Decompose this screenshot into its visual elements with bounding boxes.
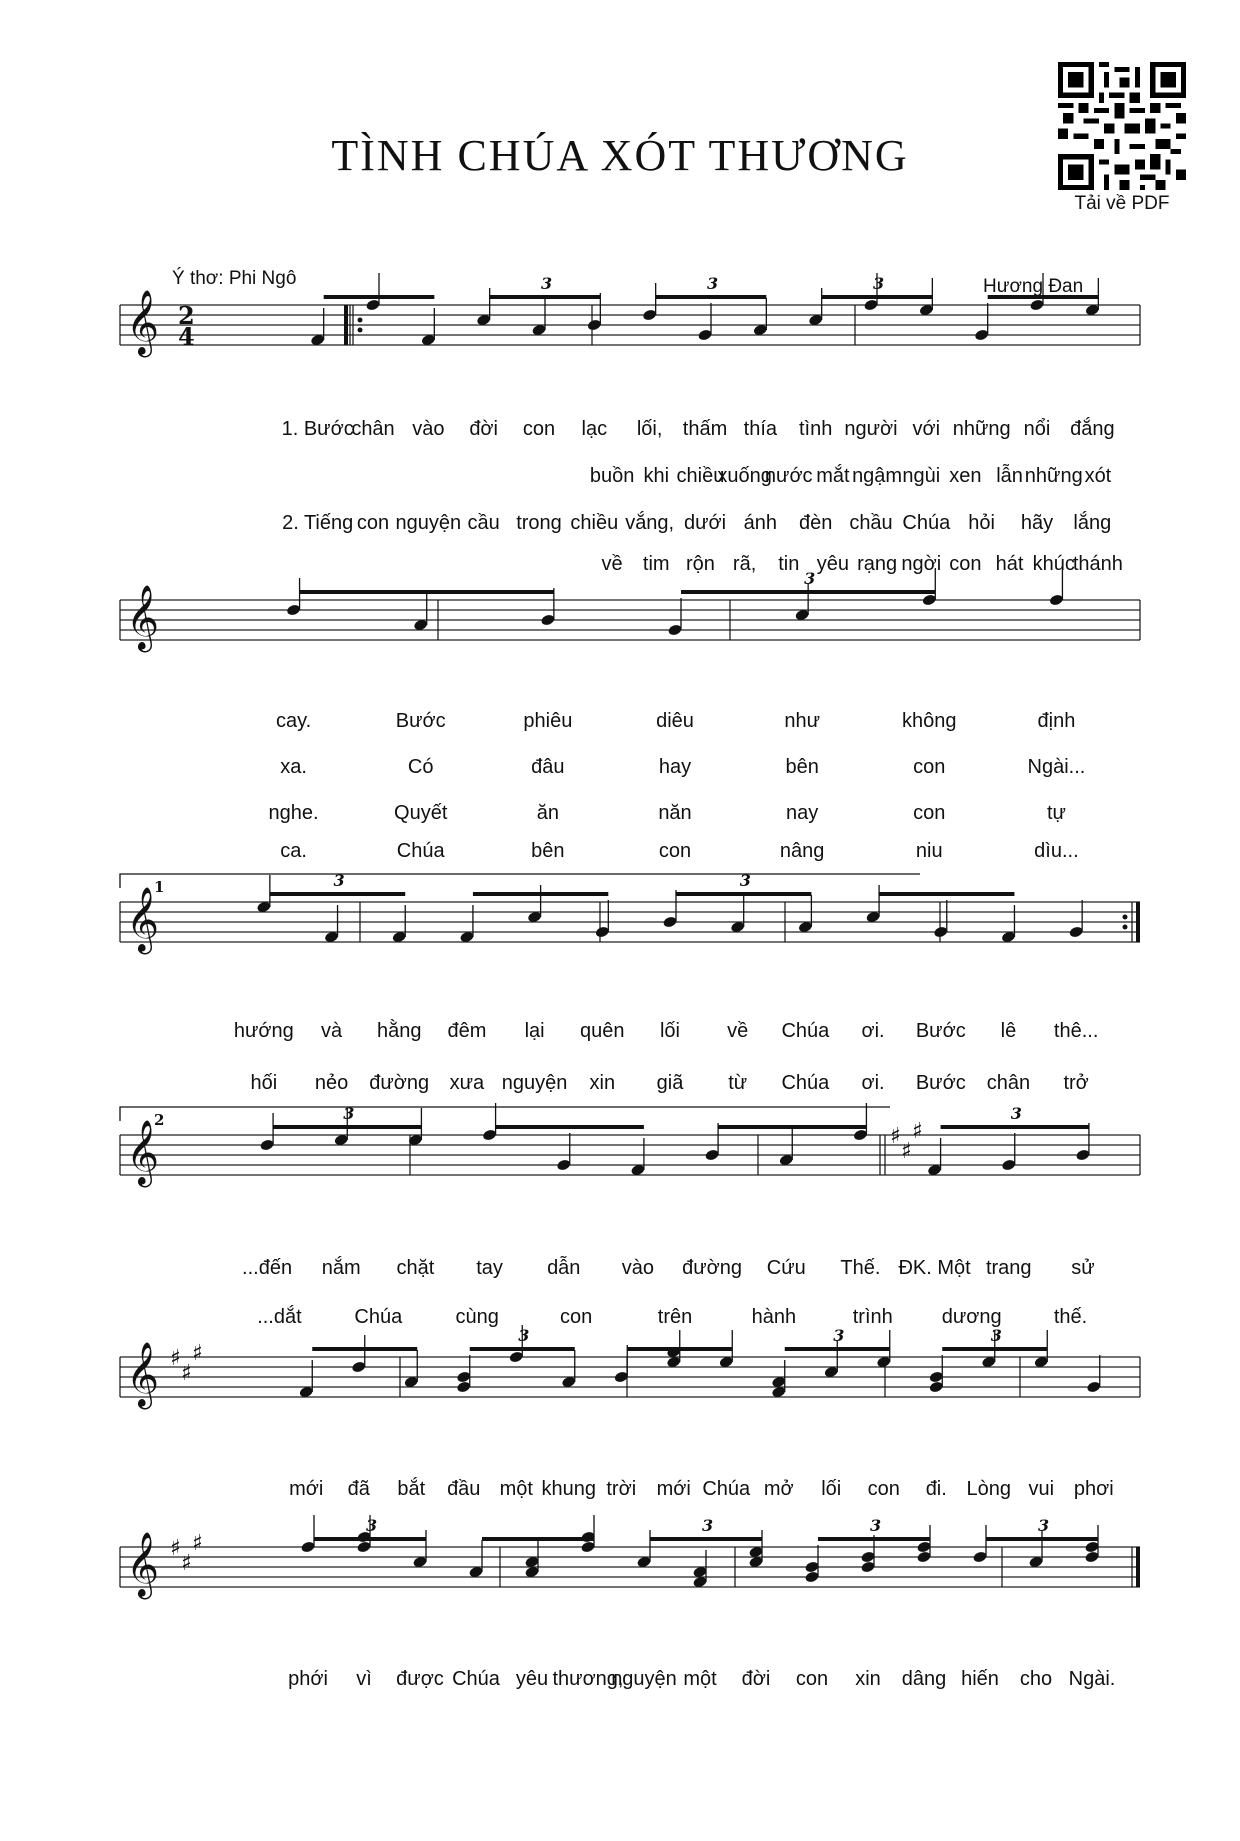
lyric-line [120,1072,1140,1098]
lyric-syllable: lắng [1073,512,1112,534]
note [456,1355,471,1394]
note [286,578,301,617]
staff-system [120,862,1140,1002]
lyric-syllable: hối [250,1072,278,1094]
note [614,1345,629,1384]
lyric-syllable: xót [1084,465,1112,487]
note [310,308,325,347]
note [412,1530,427,1569]
lyric-syllable: trình [852,1306,893,1328]
note [972,1525,987,1564]
lyric-syllable: chầu [849,512,893,534]
triplet-mark: 3 [518,1326,530,1345]
lyric-syllable: thánh [1072,553,1123,575]
lyric-syllable: Ngài... [1027,756,1086,778]
note [365,273,380,312]
lyric-syllable: ăn [536,802,559,824]
lyric-syllable: Bước [395,710,446,732]
key-sharp-icon: ♯ [181,1361,192,1386]
lyric-syllable: dương [941,1306,1002,1328]
lyric-syllable: đầu [447,1478,481,1500]
note [642,283,657,322]
lyric-syllable: chân [986,1072,1031,1094]
lyric-syllable: tim [642,553,670,575]
lyric-syllable: hay [658,756,692,778]
lyric-line [120,1478,1140,1504]
note [933,900,948,939]
lyric-syllable: từ [728,1072,748,1094]
lyric-syllable: như [784,710,820,732]
lyric-syllable: bên [531,840,565,862]
lyric-syllable: đã [347,1478,370,1500]
lyric-syllable: nổi [1023,418,1051,440]
qr-code-icon[interactable] [1058,62,1186,190]
note [692,1550,707,1589]
lyric-syllable: rã, [732,553,757,575]
lyric-syllable: Chúa [702,1478,751,1500]
lyric-syllable: đắng [1070,418,1115,440]
note [798,895,813,934]
volta-bracket [120,1107,890,1121]
lyric-syllable: thấm [682,418,728,440]
lyric-line [120,553,1140,579]
lyric-syllable: con [867,1478,900,1500]
treble-clef-icon: 𝄞 [126,585,160,650]
lyric-syllable: cho [1019,1668,1053,1690]
lyric-syllable: năn [658,802,692,824]
lyric-syllable: Chúa [354,1306,403,1328]
triplet-mark: 3 [804,569,816,588]
lyric-syllable: nước [764,465,813,487]
note [580,1515,595,1554]
lyric-syllable: dâng [901,1668,947,1690]
lyric-syllable: bắt [397,1478,426,1500]
lyric-syllable: nguyện [395,512,462,534]
lyric-syllable: Thế. [840,1257,881,1279]
lyric-syllable: ngời [901,553,942,575]
lyric-syllable: Cứu [766,1257,806,1279]
treble-clef-icon: 𝄞 [126,1532,160,1597]
lyric-syllable: xưa [449,1072,485,1094]
lyric-syllable: ngậm [852,465,903,487]
song-title: TÌNH CHÚA XÓT THƯƠNG [331,131,909,180]
note [324,905,339,944]
note [636,1530,651,1569]
lyric-syllable: con [795,1668,829,1690]
triplet-mark: 3 [739,871,751,890]
staff-system [120,1317,1140,1457]
lyric-syllable: nghe. [268,802,319,824]
lyric-syllable: khi [643,465,670,487]
note [853,1103,868,1142]
note [413,593,428,632]
lyric-line [120,756,1140,782]
triplet-mark: 3 [1010,1104,1022,1123]
lyric-syllable: 2. Tiếng [282,512,354,534]
note [1086,1355,1101,1394]
lyric-syllable: tình [798,418,833,440]
key-change-sharp-icon: ♯ [890,1124,901,1149]
lyric-syllable: trong [516,512,562,534]
lyric-syllable: lẫn [996,465,1023,487]
volta-number: 1 [154,878,165,896]
lyric-syllable: phiêu [523,710,573,732]
lyric-syllable: hãy [1020,512,1054,534]
lyric-syllable: vắng, [625,512,675,534]
triplet-mark: 3 [343,1104,355,1123]
lyric-syllable: quên [580,1020,625,1042]
note [556,1133,571,1172]
lyric-syllable: sử [1071,1257,1095,1279]
lyric-syllable: ĐK. Một [898,1257,971,1279]
lyric-syllable: yêu [816,553,850,575]
lyric-syllable: ...đến [242,1257,293,1279]
lyric-syllable: Chúa [396,840,445,862]
lyric-syllable: nẻo [314,1072,349,1094]
lyric-syllable: hằng [376,1020,422,1042]
note [351,1335,366,1374]
note [916,1525,931,1564]
lyric-syllable: nâng [779,840,825,862]
treble-clef-icon: 𝄞 [126,290,160,355]
lyric-syllable: dẫn [547,1257,581,1279]
note [697,303,712,342]
lyric-syllable: nguyện [611,1668,677,1690]
lyric-syllable: con [913,756,946,778]
lyric-syllable: con [949,553,982,575]
note [794,583,809,622]
lyric-syllable: đêm [447,1020,487,1042]
lyric-syllable: Chúa [781,1020,830,1042]
download-pdf-link[interactable]: Tải về PDF [1074,193,1170,214]
note [771,1360,786,1399]
lyric-syllable: con [913,802,946,824]
staff-system [120,1095,1140,1235]
lyric-syllable: bên [785,756,819,778]
lyric-syllable: Chúa [781,1072,830,1094]
lyric-syllable: trang [985,1257,1032,1279]
lyric-syllable: Lòng [966,1478,1011,1500]
note [1001,905,1016,944]
triplet-mark: 3 [702,1516,714,1535]
lyric-syllable: cay. [275,710,312,732]
lyric-syllable: ca. [280,840,307,862]
note [421,308,436,347]
lyric-line [120,802,1140,828]
lyric-syllable: đường [682,1257,743,1279]
lyric-syllable: cùng [455,1306,499,1328]
lyric-syllable: ơi. [861,1072,885,1094]
note [748,1530,763,1569]
lyric-syllable: Bước [915,1072,966,1094]
staff [120,265,1140,405]
lyric-syllable: vào [621,1257,655,1279]
note [392,905,407,944]
note [404,1350,419,1389]
lyric-syllable: trời [606,1478,637,1500]
triplet-mark: 3 [1038,1516,1050,1535]
time-signature-bottom: 4 [178,322,195,351]
lyricist-credit: Ý thơ: Phi Ngô [172,268,297,289]
lyric-syllable: chiều [570,512,619,534]
lyric-syllable: lối, [636,418,663,440]
lyric-syllable: xin [855,1668,881,1690]
treble-clef-icon: 𝄞 [126,1342,160,1407]
lyric-syllable: mắt [816,465,850,487]
lyric-syllable: thê... [1053,1020,1099,1042]
lyric-syllable: nguyện [501,1072,568,1094]
lyric-syllable: về [601,553,623,575]
lyric-syllable: tin [778,553,800,575]
lyric-syllable: đời [469,418,498,440]
lyric-syllable: lê [1000,1020,1017,1042]
note [482,1103,497,1142]
lyric-syllable: khung [541,1478,596,1500]
note [730,895,745,934]
lyric-syllable: thía [743,418,778,440]
key-sharp-icon: ♯ [192,1531,203,1556]
staff-system [120,1507,1140,1647]
lyric-syllable: chiều [676,465,725,487]
composer-credit: Hương Đan [983,276,1084,297]
lyric-syllable: xin [589,1072,616,1094]
note [476,288,491,327]
staff-system [120,560,1140,700]
key-sharp-icon: ♯ [181,1551,192,1576]
triplet-mark: 3 [366,1516,378,1535]
key-sharp-icon: ♯ [170,1346,181,1371]
triplet-mark: 3 [870,1516,882,1535]
note [561,1350,576,1389]
note [531,298,546,337]
lyric-syllable: rộn [685,553,715,575]
lyric-syllable: hiến [961,1668,999,1690]
lyric-syllable: nắm [321,1257,361,1279]
key-change-sharp-icon: ♯ [912,1119,923,1144]
lyric-syllable: niu [915,840,943,862]
lyric-syllable: lối [659,1020,681,1042]
lyric-syllable: những [1024,465,1083,487]
lyric-syllable: mở [763,1478,794,1500]
lyric-syllable: khúc [1032,553,1075,575]
note [1028,1530,1043,1569]
lyric-line [120,418,1140,444]
staff [120,1095,1140,1235]
lyric-syllable: nay [786,802,819,824]
note [300,1515,315,1554]
lyric-syllable: hướng [233,1020,294,1042]
lyric-syllable: con [559,1306,593,1328]
lyric-syllable: lối [821,1478,842,1500]
lyric-syllable: ánh [743,512,778,534]
lyric-syllable: xa. [280,756,307,778]
lyric-syllable: cầu [467,512,500,534]
note [753,298,768,337]
note [299,1360,314,1399]
lyric-syllable: con [356,512,390,534]
lyric-syllable: Ngài. [1068,1668,1116,1690]
note [865,885,880,924]
staff [120,560,1140,700]
volta-number: 2 [154,1111,165,1129]
lyric-syllable: Quyết [394,802,448,824]
lyric-syllable: vì [356,1668,372,1690]
triplet-mark: 3 [707,274,719,293]
lyric-syllable: và [320,1020,343,1042]
lyric-syllable: xen [949,465,982,487]
lyric-syllable: Chúa [452,1668,500,1690]
lyric-syllable: những [952,418,1011,440]
lyric-syllable: ơi. [861,1020,885,1042]
lyric-line [120,512,1140,538]
lyric-syllable: hỏi [968,512,996,534]
lyric-line [120,1306,1140,1332]
lyric-syllable: 1. Bước [281,418,354,440]
note [259,1113,274,1152]
lyric-syllable: đâu [531,756,565,778]
lyric-line [120,710,1140,736]
lyric-syllable: lạc [581,418,608,440]
note [468,1540,483,1579]
note [804,1545,819,1584]
lyric-syllable: trên [657,1306,693,1328]
staff [120,1507,1140,1647]
note [824,1340,839,1379]
lyric-syllable: người [844,418,898,440]
staff [120,1317,1140,1457]
lyric-syllable: rạng [857,553,898,575]
note [927,1138,942,1177]
staff-system [120,265,1140,405]
lyric-syllable: chân [351,418,395,440]
note [974,303,989,342]
lyric-syllable: hành [751,1306,797,1328]
lyric-syllable: về [727,1020,749,1042]
lyric-syllable: dìu... [1034,840,1079,862]
note [779,1128,794,1167]
note [704,1123,719,1162]
triplet-mark: 3 [833,1326,845,1345]
volta-bracket [120,874,920,888]
lyric-syllable: vui [1028,1478,1055,1500]
note [808,288,823,327]
lyric-syllable: một [683,1668,717,1690]
lyric-syllable: diêu [656,710,694,732]
lyric-syllable: buồn [589,465,635,487]
lyric-syllable: phới [288,1668,328,1690]
note [1001,1133,1016,1172]
lyric-syllable: một [499,1478,533,1500]
lyric-line [120,1257,1140,1283]
note [630,1138,645,1177]
lyric-syllable: con [658,840,692,862]
note [662,890,677,929]
lyric-syllable: đời [741,1668,771,1690]
lyric-line [120,465,1140,491]
note [1068,900,1083,939]
lyric-syllable: đi. [925,1478,947,1500]
lyric-syllable: với [912,418,941,440]
lyric-syllable: được [396,1668,444,1690]
note [667,598,682,637]
triplet-mark: 3 [990,1326,1002,1345]
lyric-line [120,840,1140,866]
lyric-syllable: ...dắt [257,1306,302,1328]
time-signature-top: 2 [178,301,195,330]
staff [120,862,1140,1002]
lyric-syllable: vào [412,418,445,440]
lyric-syllable: xuống [717,465,772,487]
lyric-line [120,1668,1140,1694]
lyric-syllable: không [902,710,957,732]
lyric-syllable: mới [656,1478,691,1500]
lyric-syllable: Bước [915,1020,966,1042]
lyric-syllable: thương, [552,1668,624,1690]
key-change-sharp-icon: ♯ [901,1139,912,1164]
lyric-syllable: chặt [396,1257,435,1279]
lyric-syllable: trở [1063,1072,1089,1094]
key-sharp-icon: ♯ [192,1341,203,1366]
lyric-syllable: Chúa [902,512,951,534]
lyric-syllable: đường [369,1072,430,1094]
lyric-syllable: con [522,418,556,440]
lyric-syllable: yêu [515,1668,549,1690]
key-sharp-icon: ♯ [170,1536,181,1561]
lyric-syllable: đèn [798,512,833,534]
lyric-syllable: tay [476,1257,503,1279]
note [929,1355,944,1394]
note [1029,273,1044,312]
treble-clef-icon: 𝄞 [126,1120,160,1185]
triplet-mark: 3 [333,871,345,890]
lyric-syllable: lại [524,1020,545,1042]
lyric-line [120,1020,1140,1046]
lyric-syllable: giã [656,1072,684,1094]
triplet-mark: 3 [873,274,885,293]
lyric-syllable: dưới [683,512,727,534]
lyric-syllable: thế. [1053,1306,1088,1328]
lyric-syllable: mới [289,1478,324,1500]
note [256,875,271,914]
note [524,1540,539,1579]
lyric-syllable: phơi [1073,1478,1114,1500]
note [527,885,542,924]
lyric-syllable: ngùi [902,465,941,487]
lyric-syllable: Có [407,756,434,778]
lyric-syllable: định [1037,710,1076,732]
triplet-mark: 3 [541,274,553,293]
lyric-syllable: tự [1046,802,1066,824]
treble-clef-icon: 𝄞 [126,887,160,952]
note [459,905,474,944]
lyric-syllable: hát [995,553,1024,575]
note [595,900,610,939]
note [1084,1525,1099,1564]
